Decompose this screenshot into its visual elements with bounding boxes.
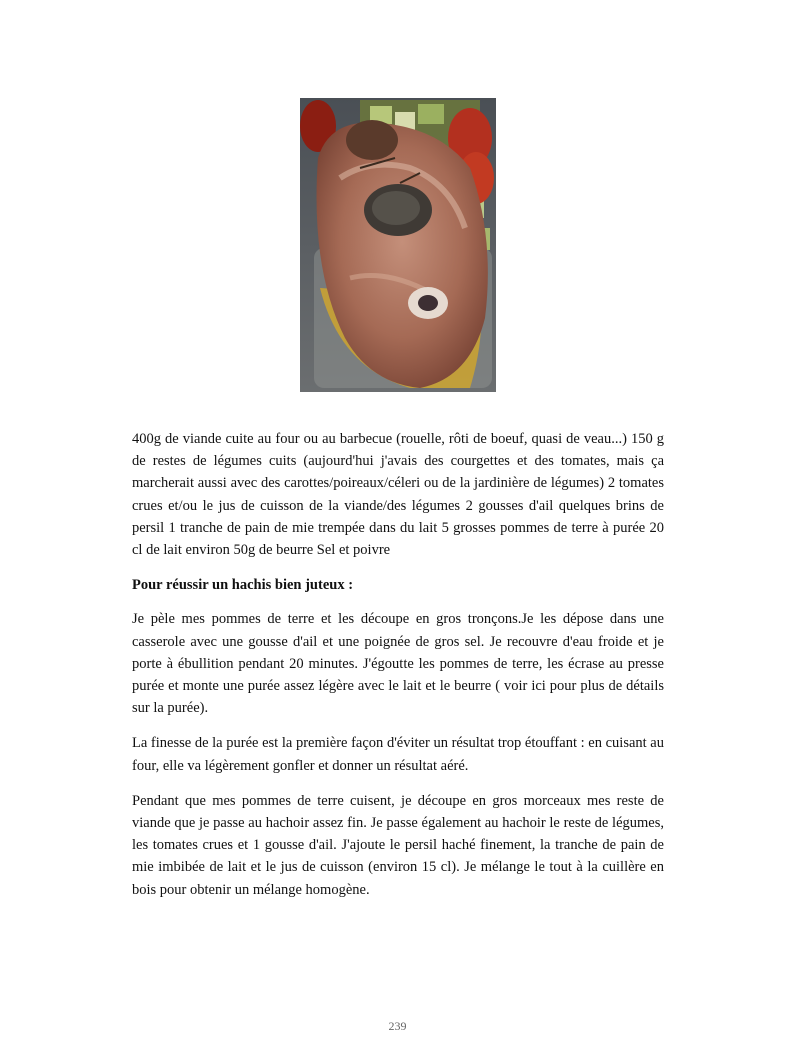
instruction-paragraph-1: Je pèle mes pommes de terre et les découpe en gros tronçons.Je les dépose dans une casserole avec une gousse d'ail et une poignée de gros sel. Je recouvre d'eau froide et je porte à ébullition pendant 20 minutes. J'égoutte les pommes de terre, les écrase au presse purée et monte une purée assez légère avec le lait et le beurre ( voir ici pour plus de détails sur la purée). <box>132 611 664 717</box>
page-number: 239 <box>388 1019 407 1033</box>
instruction-paragraph-2: La finesse de la purée est la première façon d'éviter un résultat trop étouffant : en cuisant au four, elle va légèrement gonfler et donner un résultat aéré. <box>132 735 664 774</box>
ingredients-paragraph: 400g de viande cuite au four ou au barbecue (rouelle, rôti de boeuf, quasi de veau...) 150 g de restes de légumes cuits (aujourd'hui j'avais des courgettes et des tomates, mais ça marcherait aussi avec des carottes/poireaux/céleri ou de la jardinière de légumes) 2 tomates crues et/ou le jus de cuisson de la viande/des légumes 2 gousses d'ail quelques brins de persil 1 tranche de pain de mie trempée dans du lait 5 grosses pommes de terre à purée 20 cl de lait environ 50g de beurre Sel et poivre <box>132 431 664 559</box>
section-heading: Pour réussir un hachis bien juteux : <box>132 577 354 594</box>
roast-meat-with-vegetables-photo <box>300 98 496 392</box>
recipe-text <box>132 428 664 914</box>
roast-meat-photo <box>300 98 496 392</box>
instruction-paragraph-3: Pendant que mes pommes de terre cuisent, je découpe en gros morceaux mes reste de viande que je passe au hachoir assez fin. Je passe également au hachoir le reste de légumes, les tomates crues et 1 gousse d'ail. J'ajoute le persil haché finement, la tranche de pain de mie imbibée de lait et le jus de cuisson (environ 15 cl). Je mélange le tout à la cuillère en bois pour obtenir un mélange homogène. <box>132 792 664 898</box>
